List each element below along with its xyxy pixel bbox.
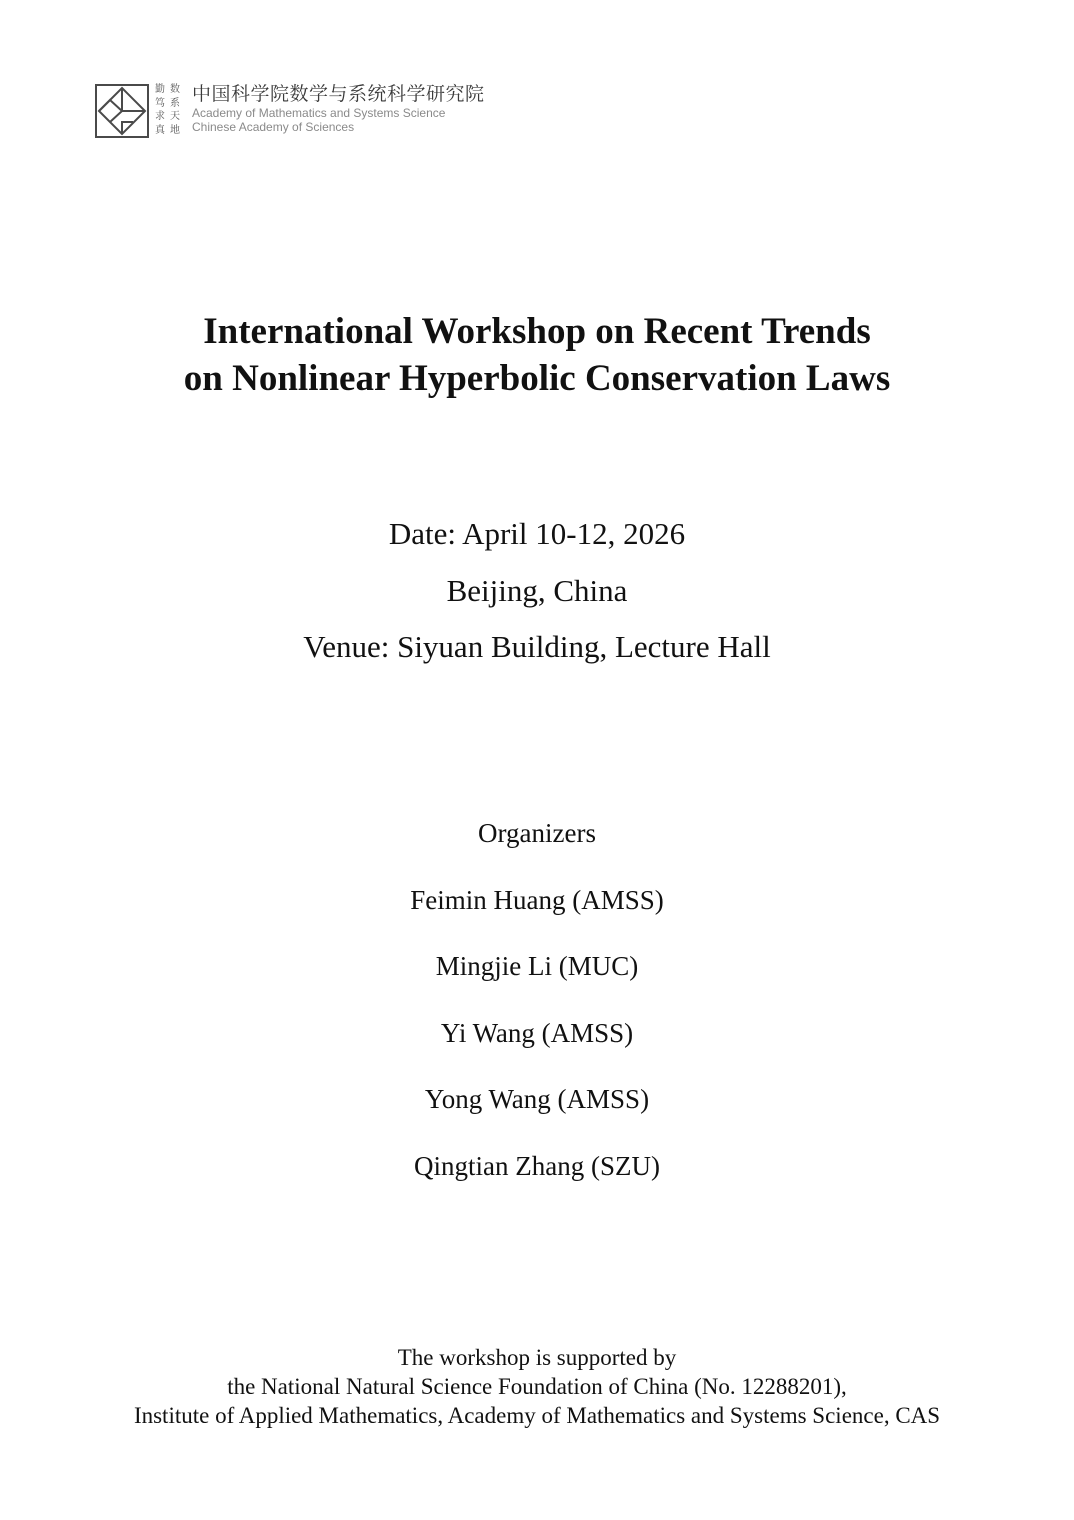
organizer-name: Mingjie Li (MUC) [435,951,639,981]
event-venue: Venue: Siyuan Building, Lecture Hall [303,629,771,664]
amss-logo [95,82,485,144]
amss-emblem-icon [95,84,149,138]
organizer-name: Yong Wang (AMSS) [424,1084,650,1114]
title-line-1: International Workshop on Recent Trends [203,311,871,352]
logo-motto [155,83,184,137]
organizers-section [0,813,1074,1212]
motto-char: 地 [170,124,180,136]
support-line-1: The workshop is supported by [397,1345,677,1370]
motto-char: 求 [155,111,165,122]
organizers-heading: Organizers [478,818,596,848]
motto-char: 天 [170,111,180,122]
motto-char: 真 [155,124,165,136]
organizer-name: Qingtian Zhang (SZU) [414,1150,660,1181]
title-line-2: on Nonlinear Hyperbolic Conservation Laws [183,358,891,399]
motto-char: 笃 [155,97,165,109]
institute-name-chinese: 中国科学院数学与系统科学研究院 [192,83,485,105]
motto-char: 系 [170,97,180,109]
logo-text [192,82,485,134]
organizer-name: Feimin Huang (AMSS) [410,884,664,915]
event-date: Date: April 10-12, 2026 [388,516,686,551]
support-acknowledgement [0,1343,1074,1430]
parent-academy-name: Chinese Academy of Sciences [192,120,355,134]
support-line-2: the National Natural Science Foundation of China (No. 12288201), [227,1374,847,1399]
event-details [0,512,1074,682]
motto-char: 勤 [155,84,165,95]
institute-name-english: Academy of Mathematics and Systems Science [192,106,446,120]
workshop-title [0,308,1074,402]
organizer-name: Yi Wang (AMSS) [440,1017,634,1048]
support-line-3: Institute of Applied Mathematics, Academy of Mathematics and Systems Science, CAS [133,1403,941,1428]
motto-char: 数 [170,84,180,95]
event-location: Beijing, China [446,572,628,608]
